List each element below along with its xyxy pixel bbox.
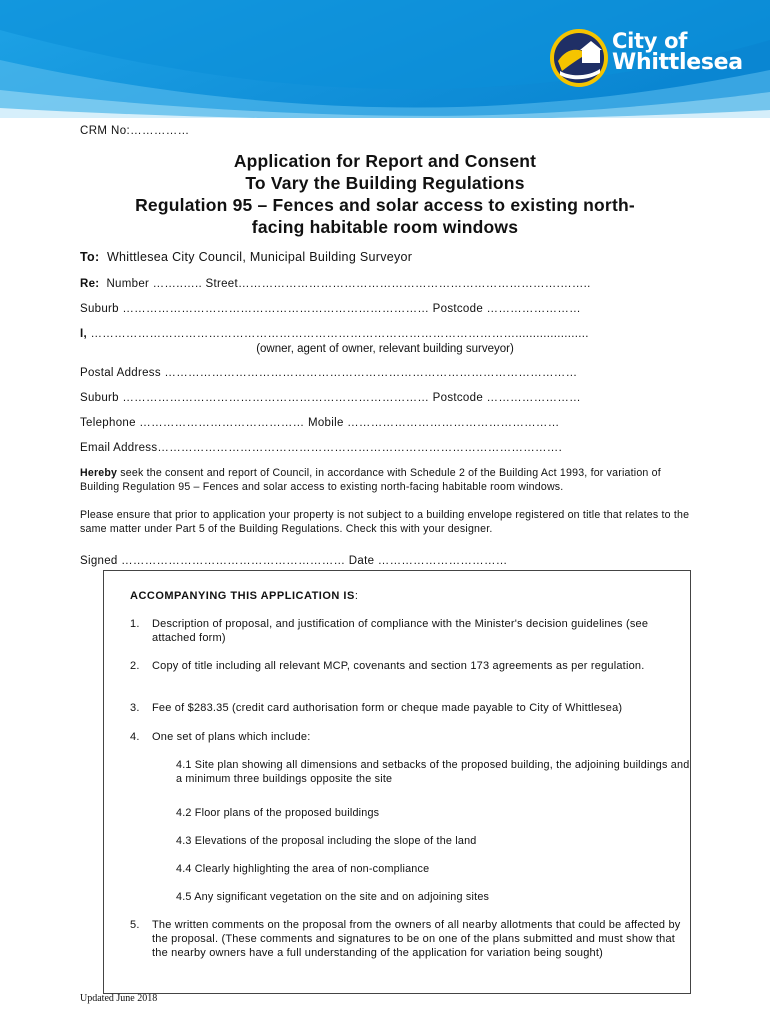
logo-line-2: Whittlesea bbox=[612, 50, 743, 75]
list-item: 4. One set of plans which include: bbox=[130, 731, 311, 743]
to-label: To: bbox=[80, 250, 100, 264]
consent-paragraph bbox=[80, 466, 692, 494]
hereby-text: seek the consent and report of Council, in accordance with Schedule 2 of the Building Act 1993, for variation of Building Regulation 95 – Fences and solar access to existing north-facing habitable room windows. bbox=[80, 467, 661, 493]
sub-list-item: 4.5 Any significant vegetation on the site and on adjoining sites bbox=[176, 891, 490, 903]
telephone-mobile-field[interactable]: Telephone …………………………………… Mobile ……………………………………………… bbox=[80, 417, 560, 429]
i-line[interactable] bbox=[80, 328, 589, 340]
envelope-notice: Please ensure that prior to application your property is not subject to a building envelope registered on title that relates to the same matter under Part 5 of the Building Regulations. Check this with your designer. bbox=[80, 509, 690, 535]
list-item: 3. Fee of $283.35 (credit card authorisation form or cheque made payable to City of Whittlesea) bbox=[130, 702, 623, 714]
signed-date-field[interactable]: Signed ………………………………………………… Date …………………………… bbox=[80, 555, 508, 567]
sub-list-item: 4.3 Elevations of the proposal including the slope of the land bbox=[176, 835, 477, 847]
title-line-4: facing habitable room windows bbox=[251, 217, 519, 237]
re-line[interactable] bbox=[80, 278, 591, 290]
footer-updated: Updated June 2018 bbox=[80, 993, 158, 1004]
to-line bbox=[80, 250, 412, 264]
i-label: I, bbox=[80, 328, 87, 340]
city-logo-text bbox=[612, 30, 743, 74]
re-label: Re: bbox=[80, 278, 100, 290]
email-address-field[interactable]: Email Address…………………………………………………………………………………………. bbox=[80, 442, 563, 454]
city-logo-icon bbox=[548, 27, 610, 89]
page-title bbox=[80, 150, 690, 238]
title-line-3: Regulation 95 – Fences and solar access to existing north- bbox=[135, 195, 635, 215]
title-line-2: To Vary the Building Regulations bbox=[245, 173, 525, 193]
re-address-field[interactable]: Number ……..….. Street……………………………………………………………………….…….. bbox=[106, 278, 591, 290]
applicant-name-field[interactable]: ………………………………………………………………………………………………..................... bbox=[90, 328, 589, 340]
applicant-role-hint: (owner, agent of owner, relevant building surveyor) bbox=[256, 343, 514, 355]
list-item: 2. Copy of title including all relevant MCP, covenants and section 173 agreements as per regulation. bbox=[130, 660, 645, 672]
suburb-postcode-field-2[interactable]: Suburb …………………………………………………………………… Postcode …………………… bbox=[80, 392, 581, 404]
hereby-bold: Hereby bbox=[80, 467, 118, 479]
postal-address-field[interactable]: Postal Address …………………………………………………………………………………………… bbox=[80, 367, 578, 379]
sub-list-item: 4.1 Site plan showing all dimensions and setbacks of the proposed building, the adjoining buildings and a minimum three buildings opposite the site bbox=[176, 759, 690, 785]
suburb-postcode-field-1[interactable]: Suburb …………………………………………………………………… Postcode …………………… bbox=[80, 303, 581, 315]
sub-list-item: 4.2 Floor plans of the proposed buildings bbox=[176, 807, 380, 819]
title-line-1: Application for Report and Consent bbox=[233, 151, 537, 171]
to-value: Whittlesea City Council, Municipal Building Surveyor bbox=[106, 250, 413, 264]
crm-number-field[interactable]: CRM No:…………… bbox=[80, 125, 190, 137]
accompanying-title: ACCOMPANYING THIS APPLICATION IS: bbox=[130, 590, 359, 602]
logo-line-1: City of bbox=[612, 29, 688, 53]
sub-list-item: 4.4 Clearly highlighting the area of non-compliance bbox=[176, 863, 430, 875]
list-item: 1. Description of proposal, and justification of compliance with the Minister's decision guidelines (see attached form) bbox=[130, 618, 649, 644]
list-item: 5. The written comments on the proposal from the owners of all nearby allotments that could be affected by the proposal. (These comments and signatures to be on one of the plans submitted and must show that the nearby owners have a full understanding of the application for variation being sought) bbox=[130, 919, 681, 959]
